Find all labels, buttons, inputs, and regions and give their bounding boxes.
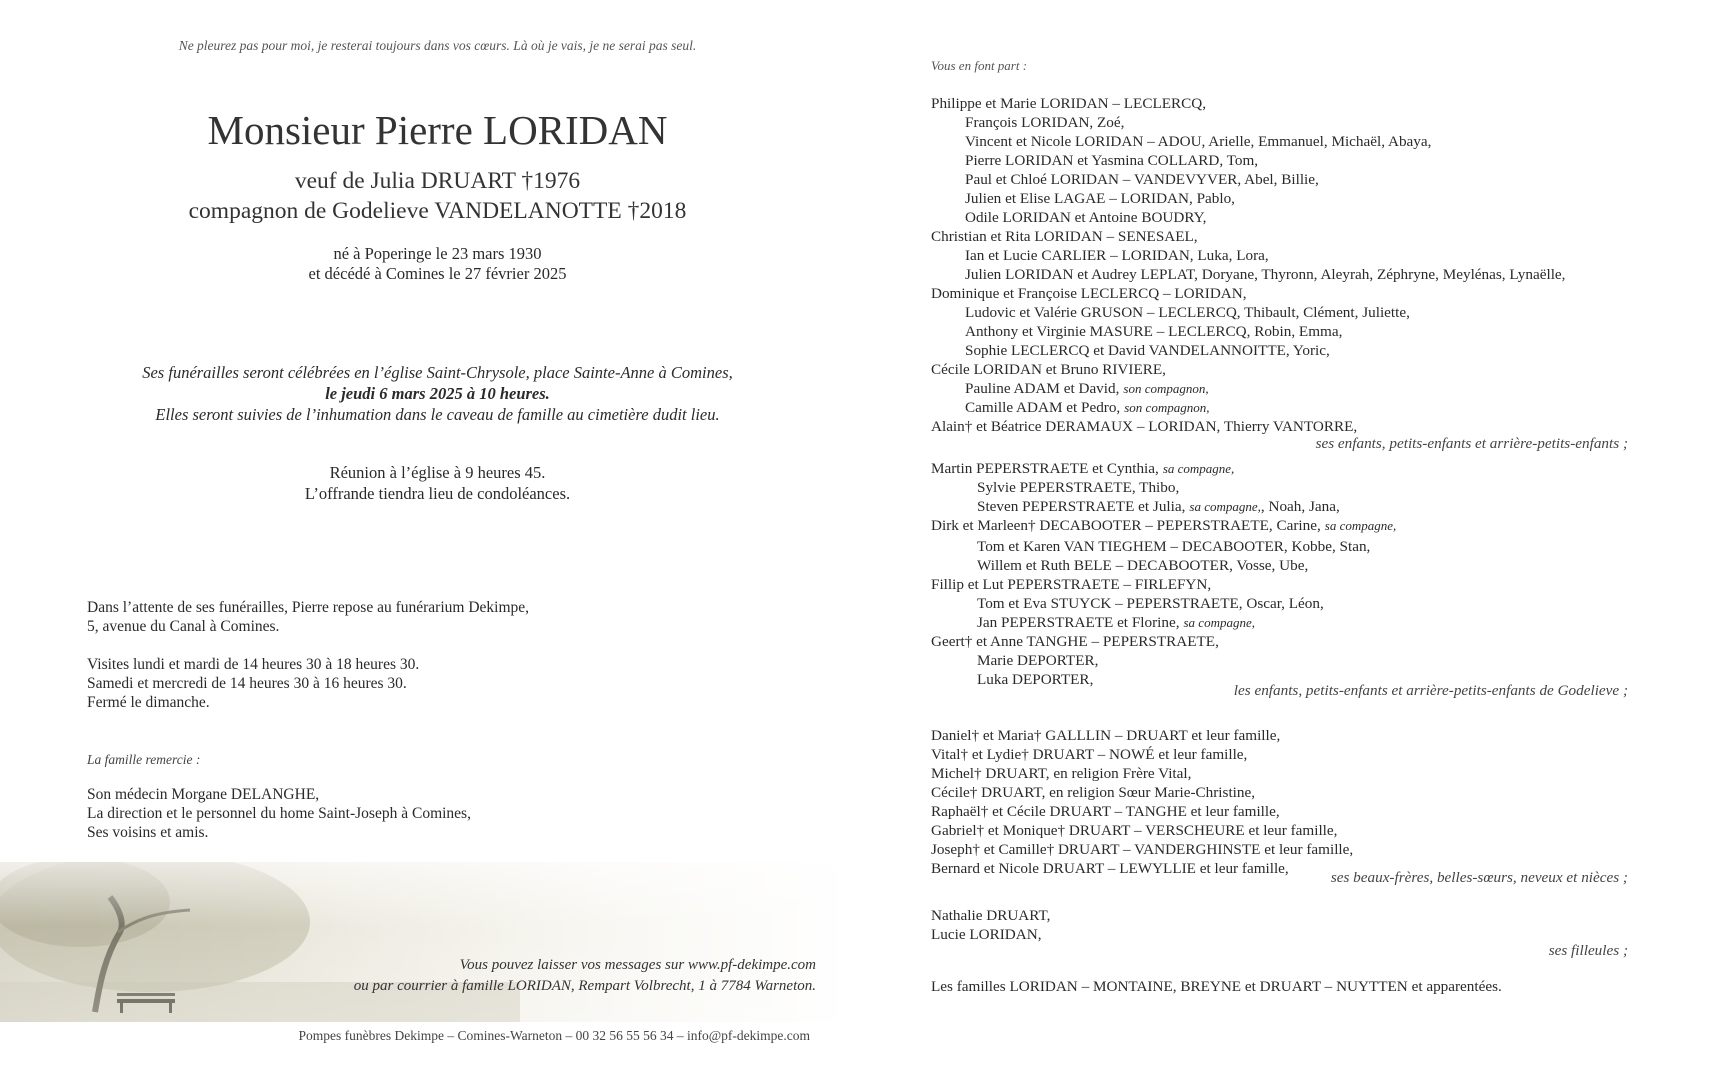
family-line-text: Vincent et Nicole LORIDAN – ADOU, Arielle, Emmanuel, Michaël, Abaya,	[965, 133, 1432, 150]
family-line	[977, 652, 1098, 670]
funerarium-address: 5, avenue du Canal à Comines.	[87, 618, 280, 635]
family-line-text: Philippe et Marie LORIDAN – LECLERCQ,	[931, 95, 1207, 112]
family-line	[931, 361, 1166, 379]
visits-line: Visites lundi et mardi de 14 heures 30 à 18 heures 30.	[87, 656, 420, 673]
family-line-text: Sophie LECLERCQ et David VANDELANNOITTE, Yoric,	[965, 342, 1330, 359]
family-line-text: Tom et Eva STUYCK – PEPERSTRAETE, Oscar, Léon,	[977, 595, 1324, 612]
epigraph: Ne pleurez pas pour moi, je resterai toujours dans vos cœurs. Là où je vais, je ne serai pas seul.	[178, 38, 697, 53]
family-line	[931, 228, 1198, 246]
family-line	[931, 822, 1337, 840]
relation-note: son compagnon,	[1124, 400, 1210, 415]
family-line	[965, 399, 1209, 417]
family-line-text: Dirk et Marleen† DECABOOTER – PEPERSTRAETE, Carine,	[931, 517, 1321, 534]
family-line-text: Gabriel† et Monique† DRUART – VERSCHEURE et leur famille,	[931, 822, 1338, 839]
family-line	[977, 614, 1255, 632]
family-line	[931, 841, 1353, 859]
family-line	[977, 538, 1370, 556]
family-line	[931, 907, 1050, 925]
family-line-text: Odile LORIDAN et Antoine BOUDRY,	[965, 209, 1207, 226]
family-line-text: Pauline ADAM et David,	[965, 380, 1120, 397]
relation-note: sa compagne,	[1324, 518, 1397, 533]
family-line-text: Ian et Lucie CARLIER – LORIDAN, Luka, Lora,	[965, 247, 1269, 264]
companion-line: compagnon de Godelieve VANDELANOTTE †2018	[188, 198, 687, 224]
family-line-text: Anthony et Virginie MASURE – LECLERCQ, Robin, Emma,	[965, 323, 1343, 340]
burial-line: Elles seront suivies de l’inhumation dans le caveau de famille au cimetière dudit lieu.	[155, 405, 720, 424]
family-line	[965, 247, 1269, 265]
family-line-text: Cécile† DRUART, en religion Sœur Marie-Christine,	[931, 784, 1256, 801]
family-line-text: Tom et Karen VAN TIEGHEM – DECABOOTER, Kobbe, Stan,	[977, 538, 1371, 555]
birth-death-block	[0, 244, 875, 284]
family-line-text: Julien LORIDAN et Audrey LEPLAT, Doryane, Thyronn, Aleyrah, Zéphryne, Meylénas, Lynaëlle,	[965, 266, 1566, 283]
family-line-text: Christian et Rita LORIDAN – SENESAEL,	[931, 228, 1198, 245]
family-line	[977, 595, 1324, 613]
family-line	[977, 557, 1308, 575]
widow-line: veuf de Julia DRUART †1976	[294, 168, 581, 194]
family-line-text: Dominique et Françoise LECLERCQ – LORIDAN,	[931, 285, 1247, 302]
family-line	[931, 517, 1396, 535]
visits-line: Samedi et mercredi de 14 heures 30 à 16 heures 30.	[87, 675, 407, 692]
family-line-text: Martin PEPERSTRAETE et Cynthia,	[931, 460, 1159, 477]
visits-block	[87, 655, 419, 712]
thanks-block	[87, 785, 471, 842]
family-line	[965, 342, 1330, 360]
family-line	[965, 114, 1124, 132]
relation-note: sa compagne,	[1183, 615, 1255, 630]
family-line	[931, 576, 1211, 594]
family-line-text: Sylvie PEPERSTRAETE, Thibo,	[977, 479, 1180, 496]
family-line-text: Pierre LORIDAN et Yasmina COLLARD, Tom,	[965, 152, 1259, 169]
family-line	[965, 133, 1431, 151]
funeral-line: Ses funérailles seront célébrées en l’église Saint-Chrysole, place Sainte-Anne à Comines,	[142, 363, 733, 382]
group-caption: ses enfants, petits-enfants et arrière-petits-enfants ;	[1315, 435, 1628, 452]
family-line-text: Bernard et Nicole DRUART – LEWYLLIE et leur famille,	[931, 860, 1289, 877]
group-caption: les enfants, petits-enfants et arrière-petits-enfants de Godelieve ;	[1233, 682, 1628, 699]
family-line	[965, 209, 1206, 227]
family-line	[931, 285, 1247, 303]
relation-note: son compagnon,	[1123, 381, 1209, 396]
family-line-text: Jan PEPERSTRAETE et Florine,	[977, 614, 1180, 631]
visits-line: Fermé le dimanche.	[87, 694, 210, 711]
family-line	[977, 498, 1340, 516]
family-line	[931, 727, 1280, 745]
footer-contact: Pompes funèbres Dekimpe – Comines-Warneton – 00 32 56 55 56 34 – info@pf-dekimpe.com	[298, 1028, 810, 1043]
family-line	[931, 765, 1191, 783]
family-line-text: Raphaël† et Cécile DRUART – TANGHE et leur famille,	[931, 803, 1280, 820]
thanks-heading: La famille remercie :	[87, 752, 201, 767]
family-line	[965, 190, 1235, 208]
website-line: Vous pouvez laisser vos messages sur www.pf-dekimpe.com	[459, 957, 816, 973]
family-line-text: Steven PEPERSTRAETE et Julia,	[977, 498, 1186, 515]
family-line-text: Alain† et Béatrice DERAMAUX – LORIDAN, Thierry VANTORRE,	[931, 418, 1358, 435]
family-line-text: François LORIDAN, Zoé,	[965, 114, 1125, 131]
family-line-text: Camille ADAM et Pedro,	[965, 399, 1121, 416]
family-line-text: Luka DEPORTER,	[977, 671, 1094, 688]
family-line-text: Joseph† et Camille† DRUART – VANDERGHINSTE et leur famille,	[931, 841, 1354, 858]
meeting-line: Réunion à l’église à 9 heures 45.	[329, 463, 546, 482]
family-line-text: Geert† et Anne TANGHE – PEPERSTRAETE,	[931, 633, 1219, 650]
family-line-text: Fillip et Lut PEPERSTRAETE – FIRLEFYN,	[931, 576, 1212, 593]
postal-line: ou par courrier à famille LORIDAN, Rempart Volbrecht, 1 à 7784 Warneton.	[353, 978, 816, 994]
family-line	[965, 323, 1342, 341]
birth-line: né à Poperinge le 23 mars 1930	[333, 244, 542, 263]
thanks-line: La direction et le personnel du home Saint-Joseph à Comines,	[87, 805, 471, 822]
landscape-photo	[0, 862, 850, 1022]
family-line-text: Nathalie DRUART,	[931, 907, 1051, 924]
relation-note: sa compagne,	[1189, 499, 1261, 514]
death-line: et décédé à Comines le 27 février 2025	[308, 264, 567, 283]
family-line-text: Marie DEPORTER,	[977, 652, 1099, 669]
family-line	[977, 479, 1179, 497]
intro-heading: Vous en font part :	[931, 58, 1028, 73]
family-line	[965, 266, 1565, 284]
funerarium-line: Dans l’attente de ses funérailles, Pierre repose au funérarium Dekimpe,	[87, 599, 530, 616]
family-line-text: Julien et Elise LAGAE – LORIDAN, Pablo,	[965, 190, 1235, 207]
offering-line: L’offrande tiendra lieu de condoléances.	[304, 484, 571, 503]
family-line-text: Vital† et Lydie† DRUART – NOWÉ et leur famille,	[931, 746, 1248, 763]
group-caption: ses beaux-frères, belles-sœurs, neveux et nièces ;	[1330, 869, 1628, 886]
deceased-name-title: Monsieur Pierre LORIDAN	[207, 107, 668, 153]
group-caption: ses filleules ;	[1548, 942, 1628, 959]
family-line-text: Michel† DRUART, en religion Frère Vital,	[931, 765, 1192, 782]
thanks-line: Ses voisins et amis.	[87, 824, 209, 841]
family-line	[931, 784, 1255, 802]
message-block	[354, 955, 816, 997]
relation-note: sa compagne,	[1162, 461, 1235, 476]
funerarium-block	[87, 598, 529, 636]
family-line-text: Lucie LORIDAN,	[931, 926, 1042, 943]
family-line	[965, 171, 1319, 189]
family-line-text: Ludovic et Valérie GRUSON – LECLERCQ, Thibault, Clément, Juliette,	[965, 304, 1410, 321]
family-line	[965, 304, 1410, 322]
closing-line: Les familles LORIDAN – MONTAINE, BREYNE et DRUART – NUYTTEN et apparentées.	[931, 978, 1502, 995]
family-line-text: Cécile LORIDAN et Bruno RIVIERE,	[931, 361, 1166, 378]
thanks-line: Son médecin Morgane DELANGHE,	[87, 786, 320, 803]
family-line-text: Paul et Chloé LORIDAN – VANDEVYVER, Abel, Billie,	[965, 171, 1319, 188]
family-line	[931, 803, 1280, 821]
family-line-text: , Noah, Jana,	[1260, 498, 1340, 515]
widow-block	[0, 166, 875, 226]
family-line-text: Daniel† et Maria† GALLLIN – DRUART et leur famille,	[931, 727, 1281, 744]
funeral-date-line: le jeudi 6 mars 2025 à 10 heures.	[325, 384, 550, 403]
family-line	[931, 418, 1357, 436]
family-line	[931, 633, 1219, 651]
funeral-block	[0, 362, 875, 425]
family-line	[931, 95, 1206, 113]
family-line	[965, 152, 1258, 170]
family-line	[965, 380, 1209, 398]
family-line	[931, 460, 1234, 478]
family-line-text: Willem et Ruth BELE – DECABOOTER, Vosse, Ube,	[977, 557, 1309, 574]
meeting-block	[0, 462, 875, 504]
family-line	[931, 746, 1247, 764]
